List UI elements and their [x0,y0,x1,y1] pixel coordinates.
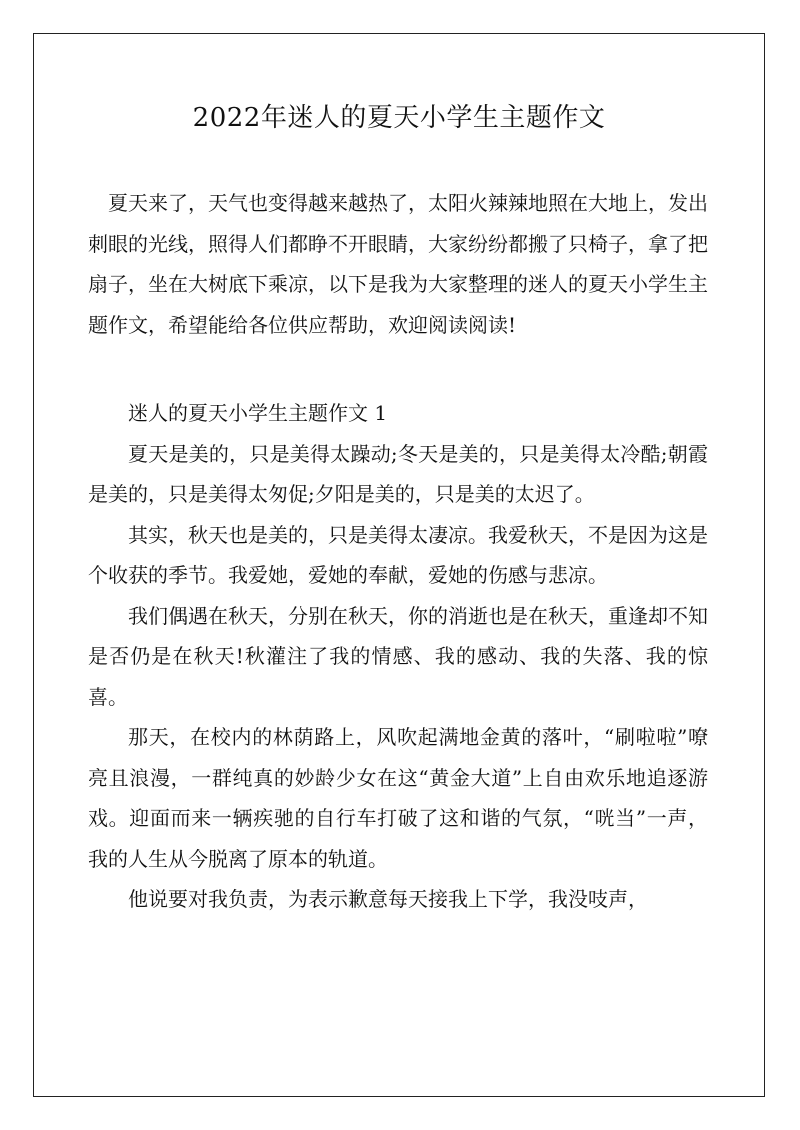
body-paragraph: 我们偶遇在秋天，分别在秋天，你的消逝也是在秋天，重逢却不知是否仍是在秋天!秋灌注了我的情感、我的感动、我的失落、我的惊喜。 [88,603,708,709]
body-paragraph: 他说要对我负责，为表示歉意每天接我上下学，我没吱声， [128,887,648,911]
paragraph-spacer [88,345,708,385]
body-paragraph: 其实，秋天也是美的，只是美得太凄凉。我爱秋天，不是因为这是个收获的季节。我爱她，爱她的奉献，爱她的伤感与悲凉。 [88,522,708,587]
document-body [88,183,708,920]
intro-paragraph: 夏天来了，天气也变得越来越热了，太阳火辣辣地照在大地上，发出刺眼的光线，照得人们都睁不开眼睛，大家纷纷都搬了只椅子，拿了把扇子，坐在大树底下乘凉，以下是我为大家整理的迷人的夏天小学生主题作文，希望能给各位供应帮助，欢迎阅读阅读! [88,191,708,337]
body-paragraph: 夏天是美的，只是美得太躁动;冬天是美的，只是美得太冷酷;朝霞是美的，只是美得太匆促;夕阳是美的，只是美的太迟了。 [88,441,708,506]
body-paragraph: 那天，在校内的林荫路上，风吹起满地金黄的落叶，“刷啦啦”嘹亮且浪漫，一群纯真的妙龄少女在这“黄金大道”上自由欢乐地追逐游戏。迎面而来一辆疾驰的自行车打破了这和谐的气氛，“咣当”一声，我的人生从今脱离了原本的轨道。 [88,725,708,871]
section-heading: 迷人的夏天小学生主题作文 1 [128,401,388,425]
document-title: 2022年迷人的夏天小学生主题作文 [192,103,606,133]
